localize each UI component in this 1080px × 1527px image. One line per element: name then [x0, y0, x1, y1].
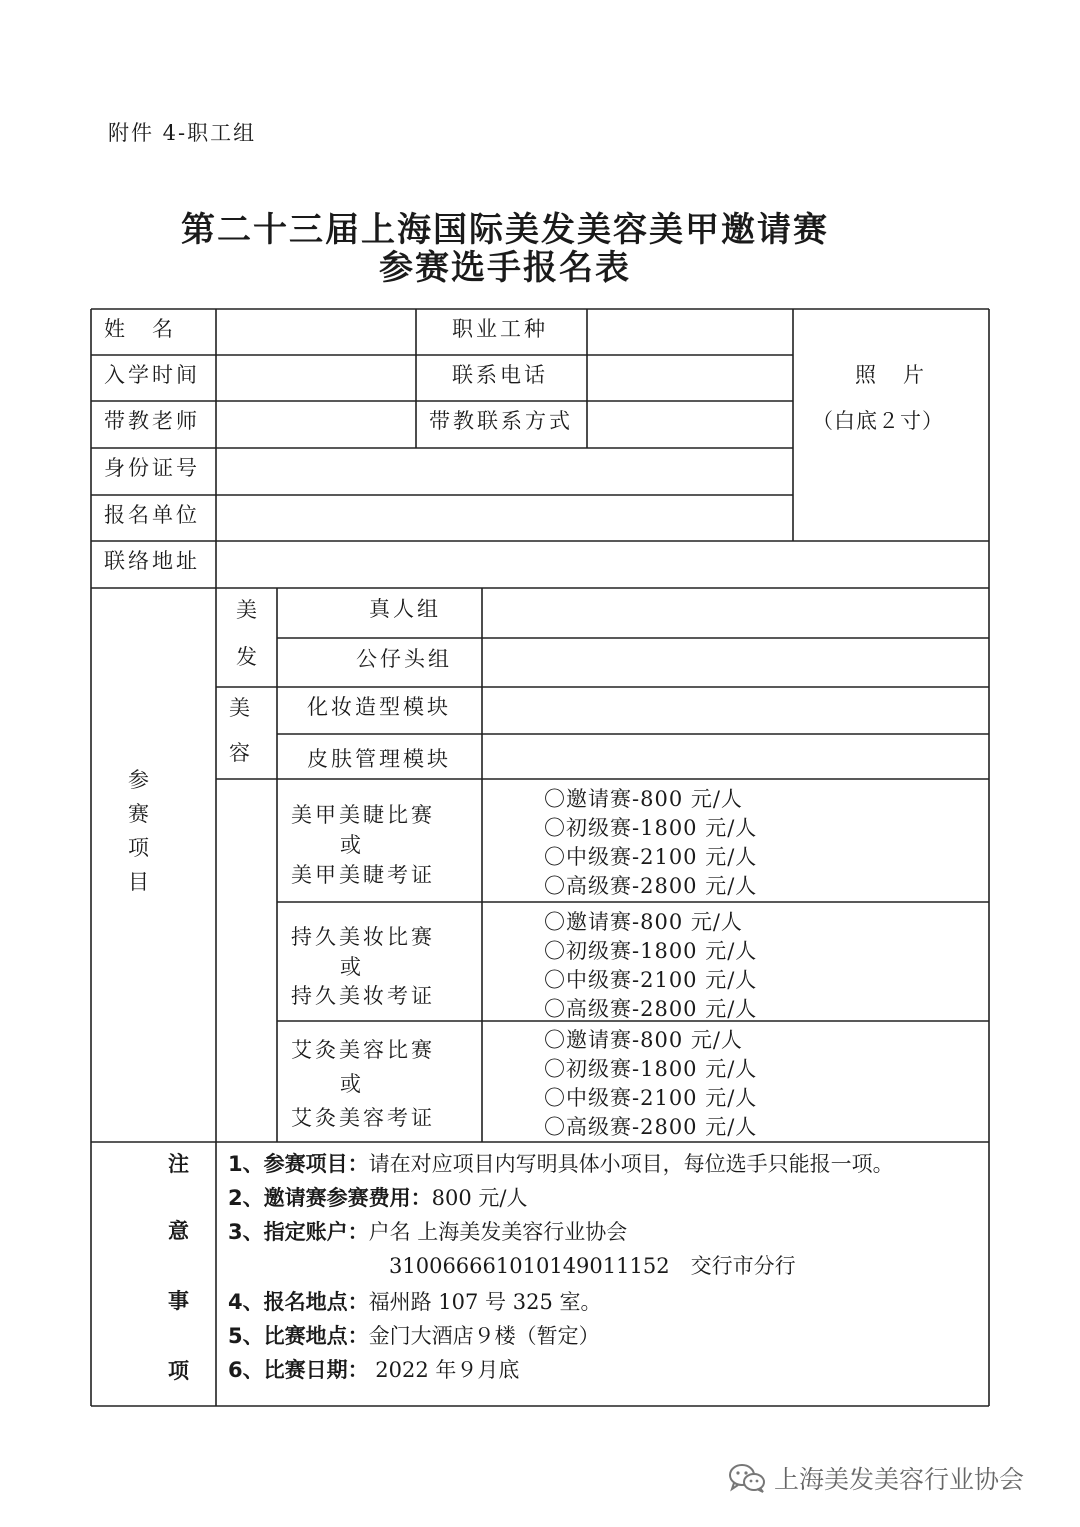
notes-heading-char: 项 [168, 1358, 189, 1383]
teacher-label: 带教老师 [104, 409, 200, 433]
hair-live-model-field[interactable] [484, 590, 987, 636]
note-text: 800 元/人 [431, 1186, 528, 1210]
option-intermediate[interactable]: 〇中级赛-2100 元/人 [544, 845, 758, 869]
wechat-icon [728, 1462, 766, 1494]
name-label: 姓 名 [104, 317, 176, 341]
job-field[interactable] [589, 311, 791, 353]
photo-box[interactable] [795, 311, 987, 539]
note-item [228, 1182, 527, 1212]
name-field[interactable] [218, 311, 414, 353]
option-beginner[interactable]: 〇初级赛-1800 元/人 [544, 939, 758, 963]
section-label-char: 目 [128, 870, 149, 894]
attachment-label: 附件 4-职工组 [108, 121, 257, 145]
option-invitational[interactable]: 〇邀请赛-800 元/人 [544, 1028, 743, 1052]
beauty-item-skin: 皮肤管理模块 [307, 747, 451, 771]
enroll-time-label: 入学时间 [104, 363, 200, 387]
note-item [228, 1286, 602, 1316]
beauty-item-makeup: 化妆造型模块 [307, 695, 451, 719]
hair-item-live-model: 真人组 [369, 597, 441, 621]
beauty-label-char: 容 [229, 741, 250, 765]
group-name-line: 或 [340, 955, 364, 979]
note-key: 4、报名地点： [228, 1290, 369, 1314]
watermark [728, 1456, 1058, 1500]
beauty-makeup-field[interactable] [484, 689, 987, 732]
page-subtitle: 参赛选手报名表 [379, 248, 631, 288]
group-name-line: 或 [340, 833, 364, 857]
id-number-field[interactable] [218, 450, 791, 493]
address-field[interactable] [218, 543, 987, 586]
option-intermediate[interactable]: 〇中级赛-2100 元/人 [544, 1086, 758, 1110]
note-text: 户名 上海美发美容行业协会 [368, 1220, 628, 1244]
note-item [228, 1216, 627, 1246]
photo-size-note: （白底２寸） [812, 409, 944, 433]
teacher-contact-field[interactable] [589, 403, 791, 446]
note-item-account [389, 1250, 796, 1280]
notes-heading-char: 事 [168, 1288, 189, 1313]
id-number-label: 身份证号 [104, 456, 200, 480]
hair-item-mannequin: 公仔头组 [356, 647, 452, 671]
option-invitational[interactable]: 〇邀请赛-800 元/人 [544, 910, 743, 934]
option-intermediate[interactable]: 〇中级赛-2100 元/人 [544, 968, 758, 992]
notes-heading-char: 注 [168, 1151, 189, 1176]
phone-label: 联系电话 [452, 363, 548, 387]
note-text: 请在对应项目内写明具体小项目，每位选手只能报一项。 [368, 1152, 894, 1176]
note-item [228, 1354, 519, 1384]
note-key: 3、指定账户： [228, 1220, 369, 1244]
note-item [228, 1320, 600, 1350]
note-item [228, 1148, 894, 1178]
option-beginner[interactable]: 〇初级赛-1800 元/人 [544, 816, 758, 840]
notes-heading-char: 意 [168, 1218, 189, 1243]
teacher-contact-label: 带教联系方式 [429, 409, 573, 433]
note-text: 31006666101014901115​2 交行市分行 [389, 1254, 796, 1278]
group-name-line: 持久美妆考证 [291, 984, 435, 1008]
group-name-line: 持久美妆比赛 [291, 925, 435, 949]
hair-label-char: 发 [236, 645, 257, 669]
note-text: 2022 年９月底 [368, 1358, 520, 1382]
option-advanced[interactable]: 〇高级赛-2800 元/人 [544, 874, 758, 898]
option-advanced[interactable]: 〇高级赛-2800 元/人 [544, 997, 758, 1021]
phone-field[interactable] [589, 357, 791, 399]
note-key: 1、参赛项目： [228, 1152, 369, 1176]
note-key: 6、比赛日期： [228, 1358, 369, 1382]
hair-mannequin-field[interactable] [484, 640, 987, 685]
enroll-time-field[interactable] [218, 357, 414, 399]
beauty-skin-field[interactable] [484, 736, 987, 777]
job-label: 职业工种 [452, 317, 548, 341]
section-label-char: 赛 [128, 802, 149, 826]
group-name-line: 美甲美睫考证 [291, 863, 435, 887]
hair-label-char: 美 [236, 598, 257, 622]
group-name-line: 艾灸美容比赛 [291, 1038, 435, 1062]
option-invitational[interactable]: 〇邀请赛-800 元/人 [544, 787, 743, 811]
unit-label: 报名单位 [104, 503, 200, 527]
unit-field[interactable] [218, 497, 791, 539]
option-beginner[interactable]: 〇初级赛-1800 元/人 [544, 1057, 758, 1081]
note-key: 5、比赛地点： [228, 1324, 369, 1348]
note-text: 福州路 107 号 325 室。 [368, 1290, 602, 1314]
page-title: 第二十三届上海国际美发美容美甲邀请赛 [181, 210, 829, 250]
option-advanced[interactable]: 〇高级赛-2800 元/人 [544, 1115, 758, 1139]
section-label-char: 参 [128, 768, 149, 792]
section-label-char: 项 [128, 836, 149, 860]
watermark-text: 上海美发美容行业协会 [774, 1465, 1025, 1494]
photo-label: 照 片 [855, 363, 927, 387]
teacher-field[interactable] [218, 403, 414, 446]
note-text: 金门大酒店９楼（暂定） [368, 1324, 600, 1348]
address-label: 联络地址 [104, 549, 200, 573]
note-key: 2、邀请赛参赛费用： [228, 1186, 432, 1210]
group-name-line: 或 [340, 1072, 364, 1096]
group-name-line: 艾灸美容考证 [291, 1106, 435, 1130]
group-name-line: 美甲美睫比赛 [291, 803, 435, 827]
beauty-label-char: 美 [229, 696, 250, 720]
